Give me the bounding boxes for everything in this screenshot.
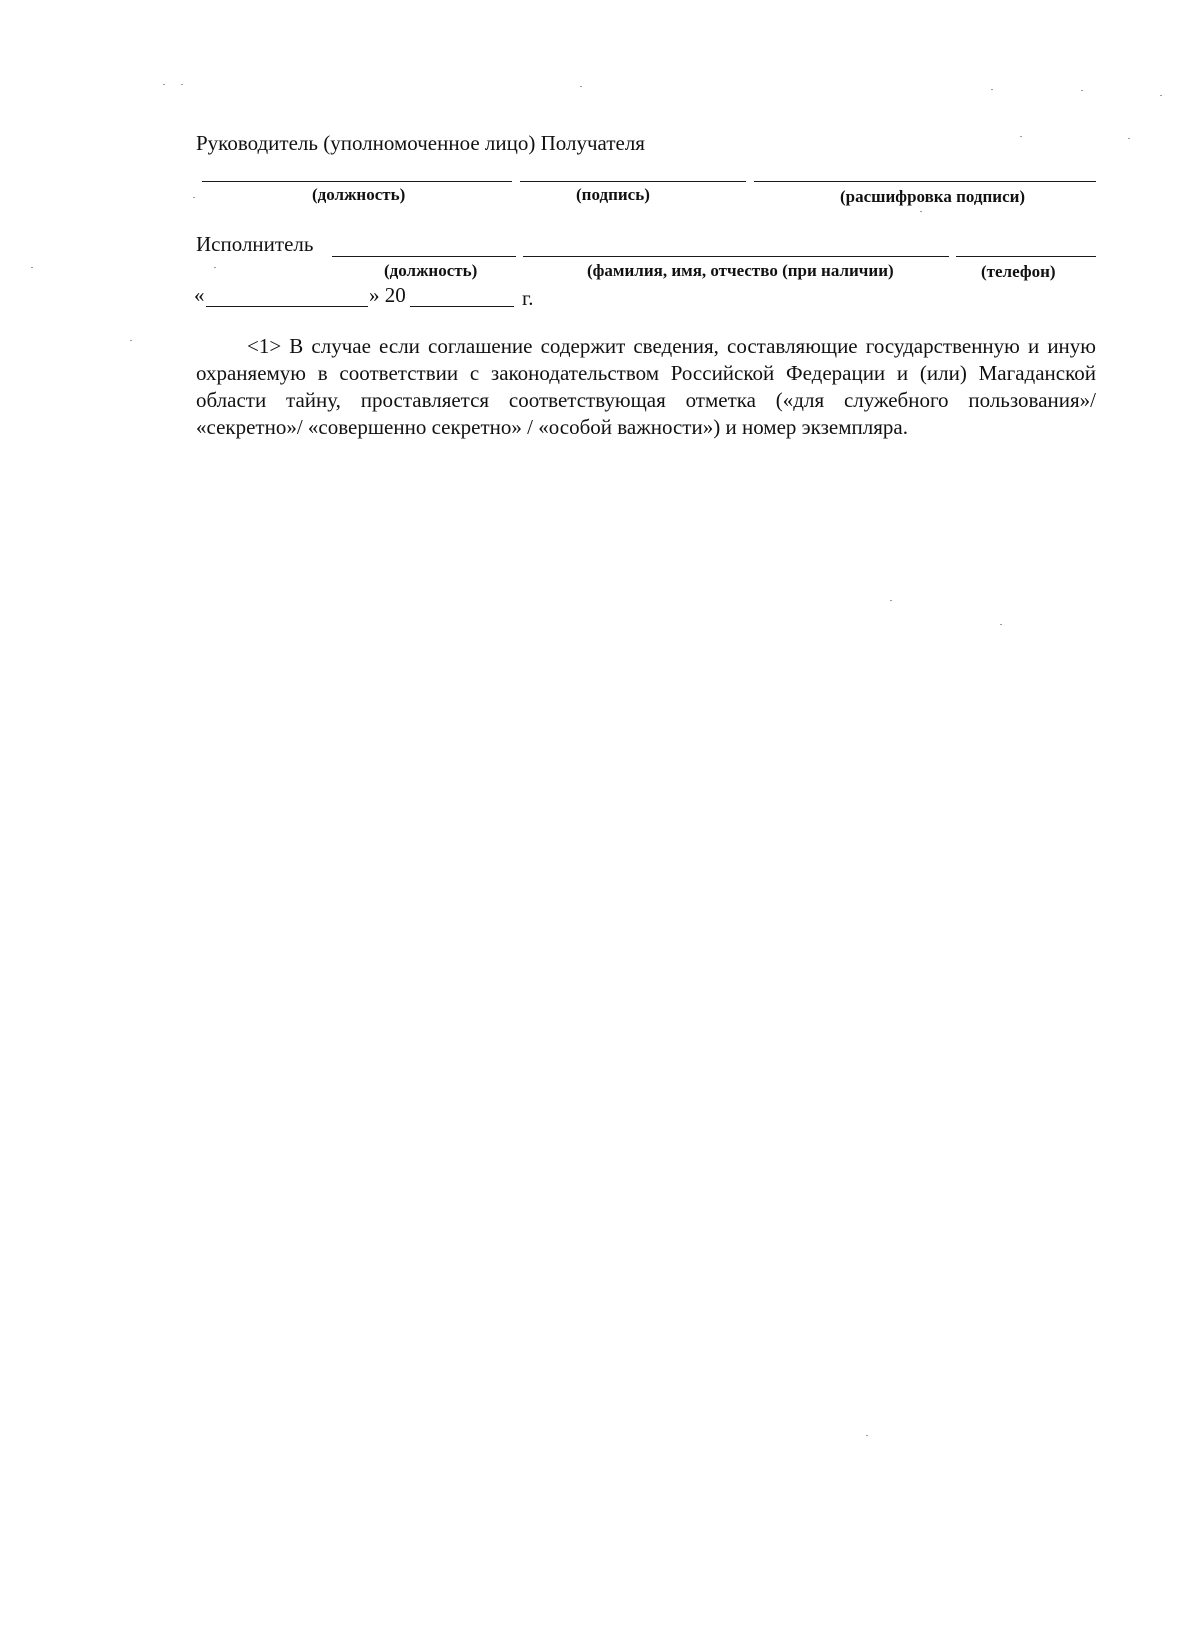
scan-speck bbox=[193, 197, 195, 198]
footnote-paragraph: <1> В случае если соглашение содержит сведения, составляющие государственную и иную охраняемую в соответствии с законодательством Российской Федерации и (или) Магаданской области тайну, проставляется соответствующая отметка («для служебного пользования»/ «секретно»/ «совершенно секретно» / «особой важности») и номер экземпляра. bbox=[196, 334, 1096, 439]
scan-speck bbox=[31, 267, 33, 268]
signature-heading: Руководитель (уполномоченное лицо) Получателя bbox=[196, 131, 645, 155]
scan-speck bbox=[1128, 138, 1130, 139]
date-year-suffix: г. bbox=[522, 286, 534, 310]
executor-phone-line bbox=[956, 256, 1096, 257]
scan-speck bbox=[890, 600, 892, 601]
scan-speck bbox=[920, 211, 922, 212]
scan-speck bbox=[866, 1435, 868, 1436]
scan-speck bbox=[1081, 90, 1083, 91]
position-signature-line bbox=[202, 181, 512, 182]
caption-signature: (подпись) bbox=[576, 185, 650, 204]
date-open-quote: « bbox=[194, 283, 205, 307]
date-close-quote-year: » 20 bbox=[369, 283, 406, 307]
caption-position: (должность) bbox=[312, 185, 406, 204]
scan-speck bbox=[580, 86, 582, 87]
scan-speck bbox=[991, 89, 993, 90]
signature-decoding-line bbox=[754, 181, 1096, 182]
executor-label: Исполнитель bbox=[196, 232, 314, 256]
caption-executor-phone: (телефон) bbox=[981, 262, 1056, 281]
caption-signature-decoding: (расшифровка подписи) bbox=[840, 187, 1026, 206]
caption-executor-name: (фамилия, имя, отчество (при наличии) bbox=[587, 261, 894, 280]
date-day-line bbox=[206, 306, 368, 307]
scan-speck bbox=[130, 340, 132, 341]
scan-speck bbox=[1160, 95, 1162, 96]
scan-speck bbox=[214, 267, 216, 268]
signature-line bbox=[520, 181, 746, 182]
date-year-line bbox=[410, 306, 514, 307]
scan-speck bbox=[1020, 136, 1022, 137]
caption-executor-position: (должность) bbox=[384, 261, 478, 280]
executor-name-line bbox=[523, 256, 949, 257]
executor-position-line bbox=[332, 256, 516, 257]
scan-speck bbox=[1000, 624, 1002, 625]
scan-speck bbox=[163, 84, 165, 85]
scan-speck bbox=[181, 84, 183, 85]
